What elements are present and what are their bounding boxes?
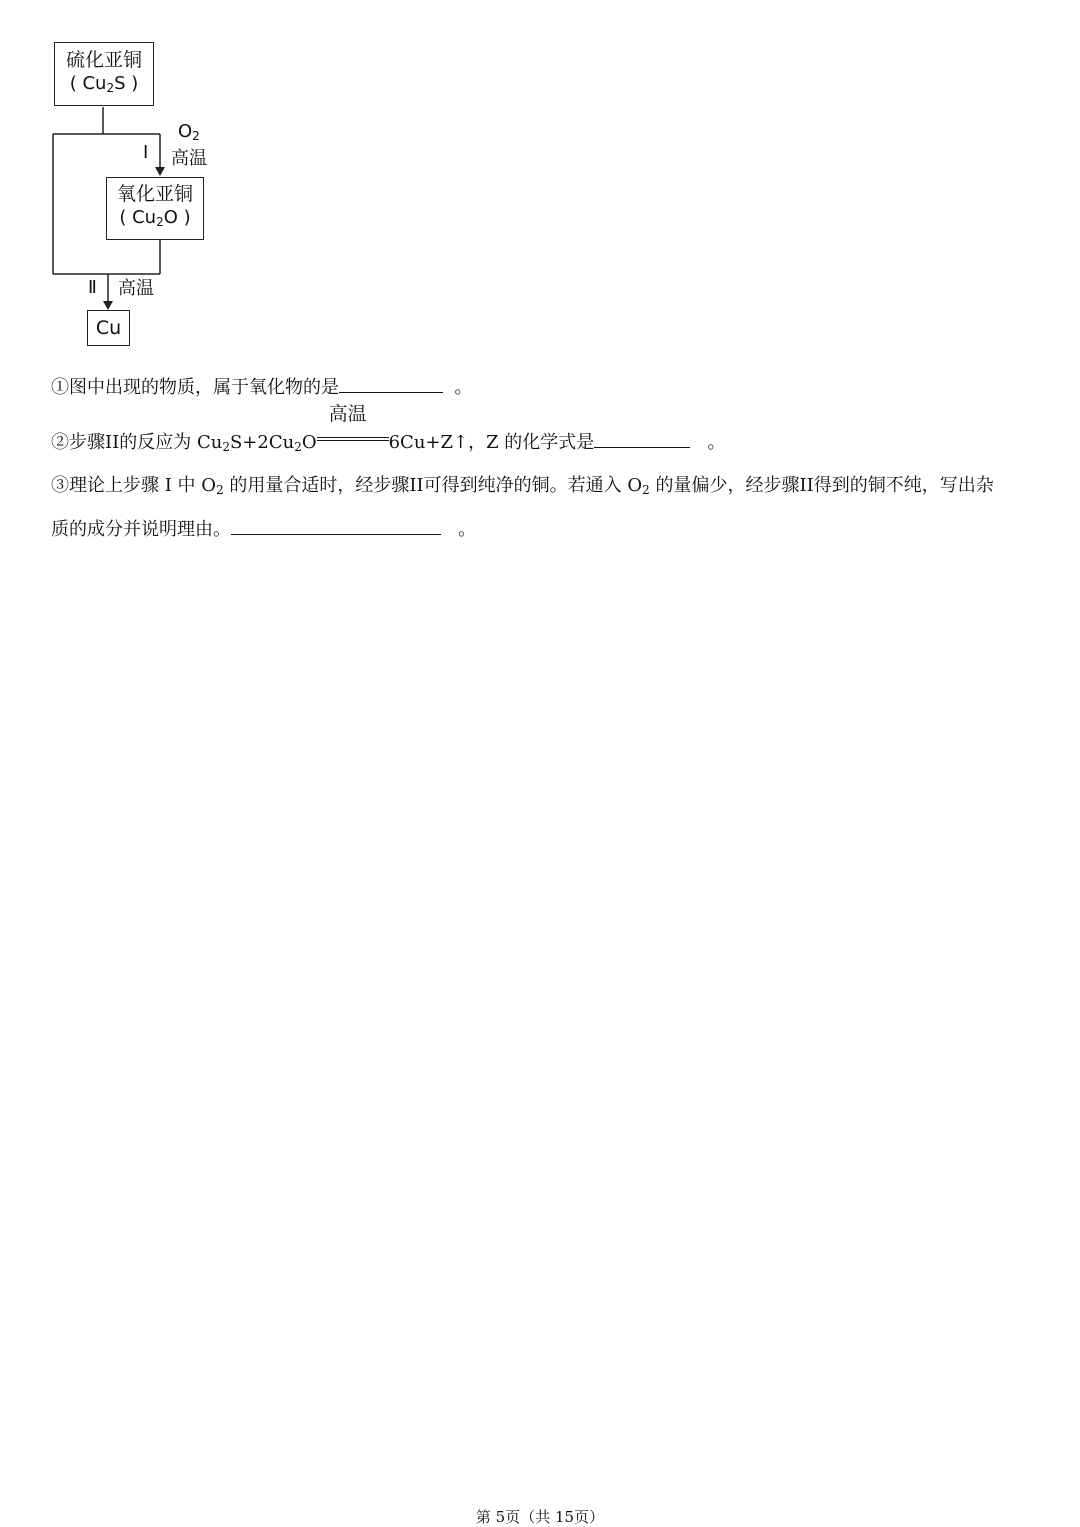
step2-numeral: Ⅱ bbox=[88, 277, 97, 298]
box-cu2s bbox=[54, 42, 154, 106]
process-diagram bbox=[40, 30, 240, 360]
q1-end: 。 bbox=[454, 377, 473, 398]
q2-answer-blank[interactable] bbox=[594, 429, 690, 448]
box-cu-name: Cu bbox=[95, 317, 122, 339]
box-cu2o-formula: ( $Cu_2O$ ) bbox=[119, 207, 191, 229]
question-2: ②步骤II的反应为 $Cu_2S+2Cu_2O$ 高温 6Cu+Z↑，Z 的化学式是 。 bbox=[51, 403, 726, 454]
box-cu2s-name: 硫化亚铜 bbox=[65, 49, 142, 71]
q1-marker: ① bbox=[51, 377, 69, 398]
q1-text: 图中出现的物质，属于氧化物的是 bbox=[69, 377, 339, 398]
box-cu bbox=[87, 310, 130, 346]
reaction-condition: 高温 bbox=[317, 424, 389, 448]
question-3-line-1: ③理论上步骤 I 中 $O_2$ 的用量合适时，经步骤II可得到纯净的铜。若通入 $O_2$ 的量偏少，经步骤II得到的铜不纯，写出杂 bbox=[51, 475, 994, 497]
page-footer: 第 5页（共 15页） bbox=[475, 1508, 605, 1526]
q3-marker: ③ bbox=[51, 475, 69, 496]
q3-end: 。 bbox=[458, 519, 477, 540]
q3-answer-blank[interactable] bbox=[231, 516, 441, 535]
q1-answer-blank[interactable] bbox=[339, 374, 443, 393]
step1-reagent: $O_2$ bbox=[178, 121, 200, 143]
q2-end: 。 bbox=[707, 432, 726, 453]
equals-sign bbox=[317, 437, 389, 441]
box-cu2o bbox=[106, 177, 204, 240]
step1-numeral: I bbox=[143, 142, 149, 163]
question-3-line-2: 质的成分并说明理由。 。 bbox=[51, 516, 476, 542]
question-1 bbox=[51, 374, 472, 400]
box-cu2s-formula: ( $Cu_2S$ ) bbox=[69, 73, 139, 95]
step2-condition: 高温 bbox=[118, 278, 154, 299]
box-cu2o-name: 氧化亚铜 bbox=[116, 183, 193, 205]
step1-condition: 高温 bbox=[171, 148, 207, 169]
q2-marker: ② bbox=[51, 432, 69, 453]
